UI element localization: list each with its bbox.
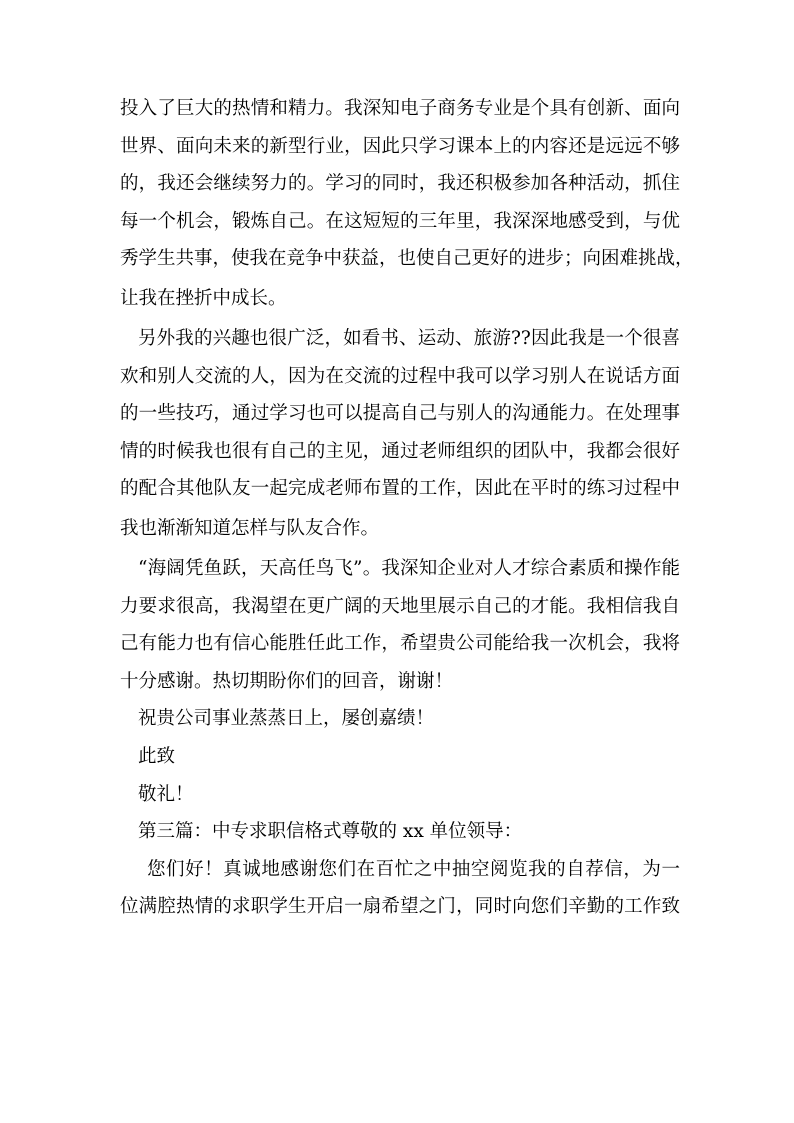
text-line: 力要求很高，我渴望在更广阔的天地里展示自己的才能。我相信我自 xyxy=(120,595,680,617)
text-line: 我也渐渐知道怎样与队友合作。 xyxy=(120,517,380,539)
text-line: 欢和别人交流的人，因为在交流的过程中我可以学习别人在说话方面 xyxy=(120,365,680,387)
text-line: 的一些技巧，通过学习也可以提高自己与别人的沟通能力。在处理事 xyxy=(120,403,680,425)
paragraph xyxy=(120,851,680,926)
text-line: 让我在挫折中成长。 xyxy=(120,287,287,309)
paragraph xyxy=(120,90,694,320)
paragraph xyxy=(120,320,680,550)
text-line: 每一个机会，锻炼自己。在这短短的三年里，我深深地感受到，与优 xyxy=(120,210,680,232)
text-line: 您们好！真诚地感谢您们在百忙之中抽空阅览我的自荐信，为一 xyxy=(147,858,680,880)
section-heading: 第三篇：中专求职信格式尊敬的 xx 单位领导： xyxy=(138,821,523,843)
text-line: “海阔凭鱼跃，天高任鸟飞”。我深知企业对人才综合素质和操作能 xyxy=(138,557,680,579)
text-line: 己有能力也有信心能胜任此工作，希望贵公司能给我一次机会，我将 xyxy=(120,633,680,655)
text-line: 秀学生共事，使我在竞争中获益，也使自己更好的进步；向困难挑战， xyxy=(120,248,694,270)
text-line: 情的时候我也很有自己的主见，通过老师组织的团队中，我都会很好 xyxy=(120,440,680,462)
paragraph xyxy=(120,550,680,700)
wish-line: 祝贵公司事业蒸蒸日上，屡创嘉绩！ xyxy=(138,708,435,730)
text-line: 十分感谢。热切期盼你们的回音，谢谢！ xyxy=(120,670,454,692)
closing-line: 此致 xyxy=(138,745,176,767)
text-line: 世界、面向未来的新型行业，因此只学习课本上的内容还是远远不够 xyxy=(120,135,680,157)
document-body xyxy=(120,90,694,926)
text-line: 另外我的兴趣也很广泛，如看书、运动、旅游??因此我是一个很喜 xyxy=(138,327,680,349)
text-line: 位满腔热情的求职学生开启一扇希望之门，同时向您们辛勤的工作致 xyxy=(120,896,680,918)
text-line: 的，我还会继续努力的。学习的同时，我还积极参加各种活动，抓住 xyxy=(120,173,680,195)
text-line: 投入了巨大的热情和精力。我深知电子商务专业是个具有创新、面向 xyxy=(120,98,680,119)
text-line: 的配合其他队友一起完成老师布置的工作，因此在平时的练习过程中 xyxy=(120,478,680,500)
closing-line: 敬礼！ xyxy=(138,783,194,805)
